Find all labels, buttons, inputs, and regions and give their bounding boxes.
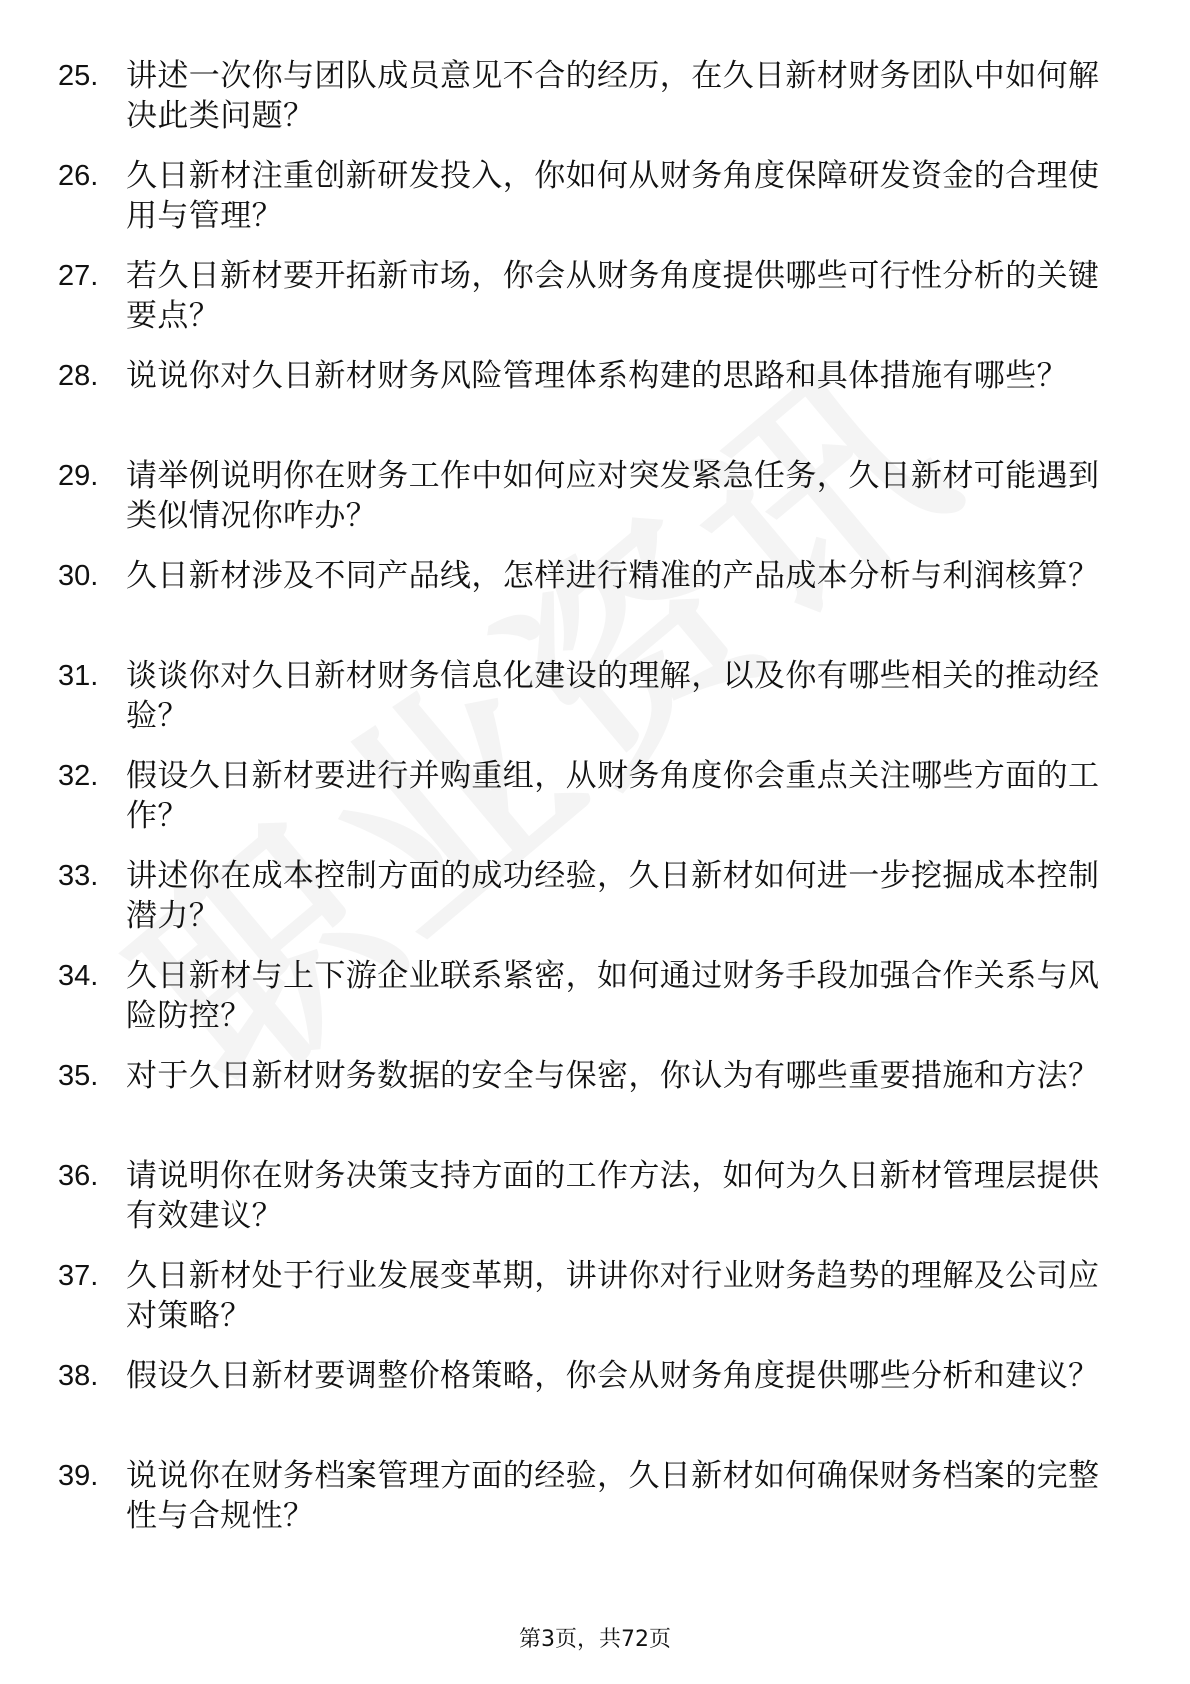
question-text: 对于久日新材财务数据的安全与保密，你认为有哪些重要措施和方法？ bbox=[126, 1058, 1100, 1094]
question-text: 请举例说明你在财务工作中如何应对突发紧急任务，久日新材可能遇到类似情况你咋办？ bbox=[126, 458, 1100, 534]
question-number: 36. bbox=[58, 1160, 99, 1192]
question-item bbox=[0, 1156, 1190, 1238]
question-item bbox=[0, 356, 1190, 438]
question-item bbox=[0, 1456, 1190, 1538]
question-number: 26. bbox=[58, 160, 99, 192]
question-text: 谈谈你对久日新材财务信息化建设的理解，以及你有哪些相关的推动经验？ bbox=[126, 658, 1100, 734]
question-number: 34. bbox=[58, 960, 99, 992]
question-text: 久日新材与上下游企业联系紧密，如何通过财务手段加强合作关系与风险防控？ bbox=[126, 958, 1100, 1034]
question-item bbox=[0, 756, 1190, 838]
question-item bbox=[0, 1256, 1190, 1338]
question-text: 久日新材涉及不同产品线，怎样进行精准的产品成本分析与利润核算？ bbox=[126, 558, 1100, 594]
question-number: 25. bbox=[58, 60, 99, 92]
question-number: 37. bbox=[58, 1260, 99, 1292]
question-number: 31. bbox=[58, 660, 99, 692]
question-text: 假设久日新材要进行并购重组，从财务角度你会重点关注哪些方面的工作？ bbox=[126, 758, 1100, 834]
question-item bbox=[0, 156, 1190, 238]
question-item bbox=[0, 1056, 1190, 1138]
question-text: 久日新材注重创新研发投入，你如何从财务角度保障研发资金的合理使用与管理？ bbox=[126, 158, 1100, 234]
question-number: 32. bbox=[58, 760, 99, 792]
question-item bbox=[0, 556, 1190, 638]
question-number: 27. bbox=[58, 260, 99, 292]
question-text: 若久日新材要开拓新市场，你会从财务角度提供哪些可行性分析的关键要点？ bbox=[126, 258, 1100, 334]
question-item bbox=[0, 856, 1190, 938]
question-item bbox=[0, 56, 1190, 138]
question-text: 假设久日新材要调整价格策略，你会从财务角度提供哪些分析和建议？ bbox=[126, 1358, 1100, 1394]
question-number: 29. bbox=[58, 460, 99, 492]
question-item bbox=[0, 956, 1190, 1038]
question-text: 讲述一次你与团队成员意见不合的经历，在久日新材财务团队中如何解决此类问题？ bbox=[126, 58, 1100, 134]
question-number: 33. bbox=[58, 860, 99, 892]
question-number: 28. bbox=[58, 360, 99, 392]
question-text: 请说明你在财务决策支持方面的工作方法，如何为久日新材管理层提供有效建议？ bbox=[126, 1158, 1100, 1234]
question-number: 38. bbox=[58, 1360, 99, 1392]
question-text: 讲述你在成本控制方面的成功经验，久日新材如何进一步挖掘成本控制潜力？ bbox=[126, 858, 1100, 934]
question-text: 久日新材处于行业发展变革期，讲讲你对行业财务趋势的理解及公司应对策略？ bbox=[126, 1258, 1100, 1334]
question-number: 39. bbox=[58, 1460, 99, 1492]
question-list bbox=[0, 56, 1190, 1556]
question-item bbox=[0, 256, 1190, 338]
question-text: 说说你在财务档案管理方面的经验，久日新材如何确保财务档案的完整性与合规性？ bbox=[126, 1458, 1100, 1534]
question-item bbox=[0, 456, 1190, 538]
question-number: 30. bbox=[58, 560, 99, 592]
question-number: 35. bbox=[58, 1060, 99, 1092]
page-number-footer: 第3页，共72页 bbox=[519, 1627, 671, 1652]
question-item bbox=[0, 1356, 1190, 1438]
question-item bbox=[0, 656, 1190, 738]
question-text: 说说你对久日新材财务风险管理体系构建的思路和具体措施有哪些？ bbox=[126, 358, 1068, 394]
